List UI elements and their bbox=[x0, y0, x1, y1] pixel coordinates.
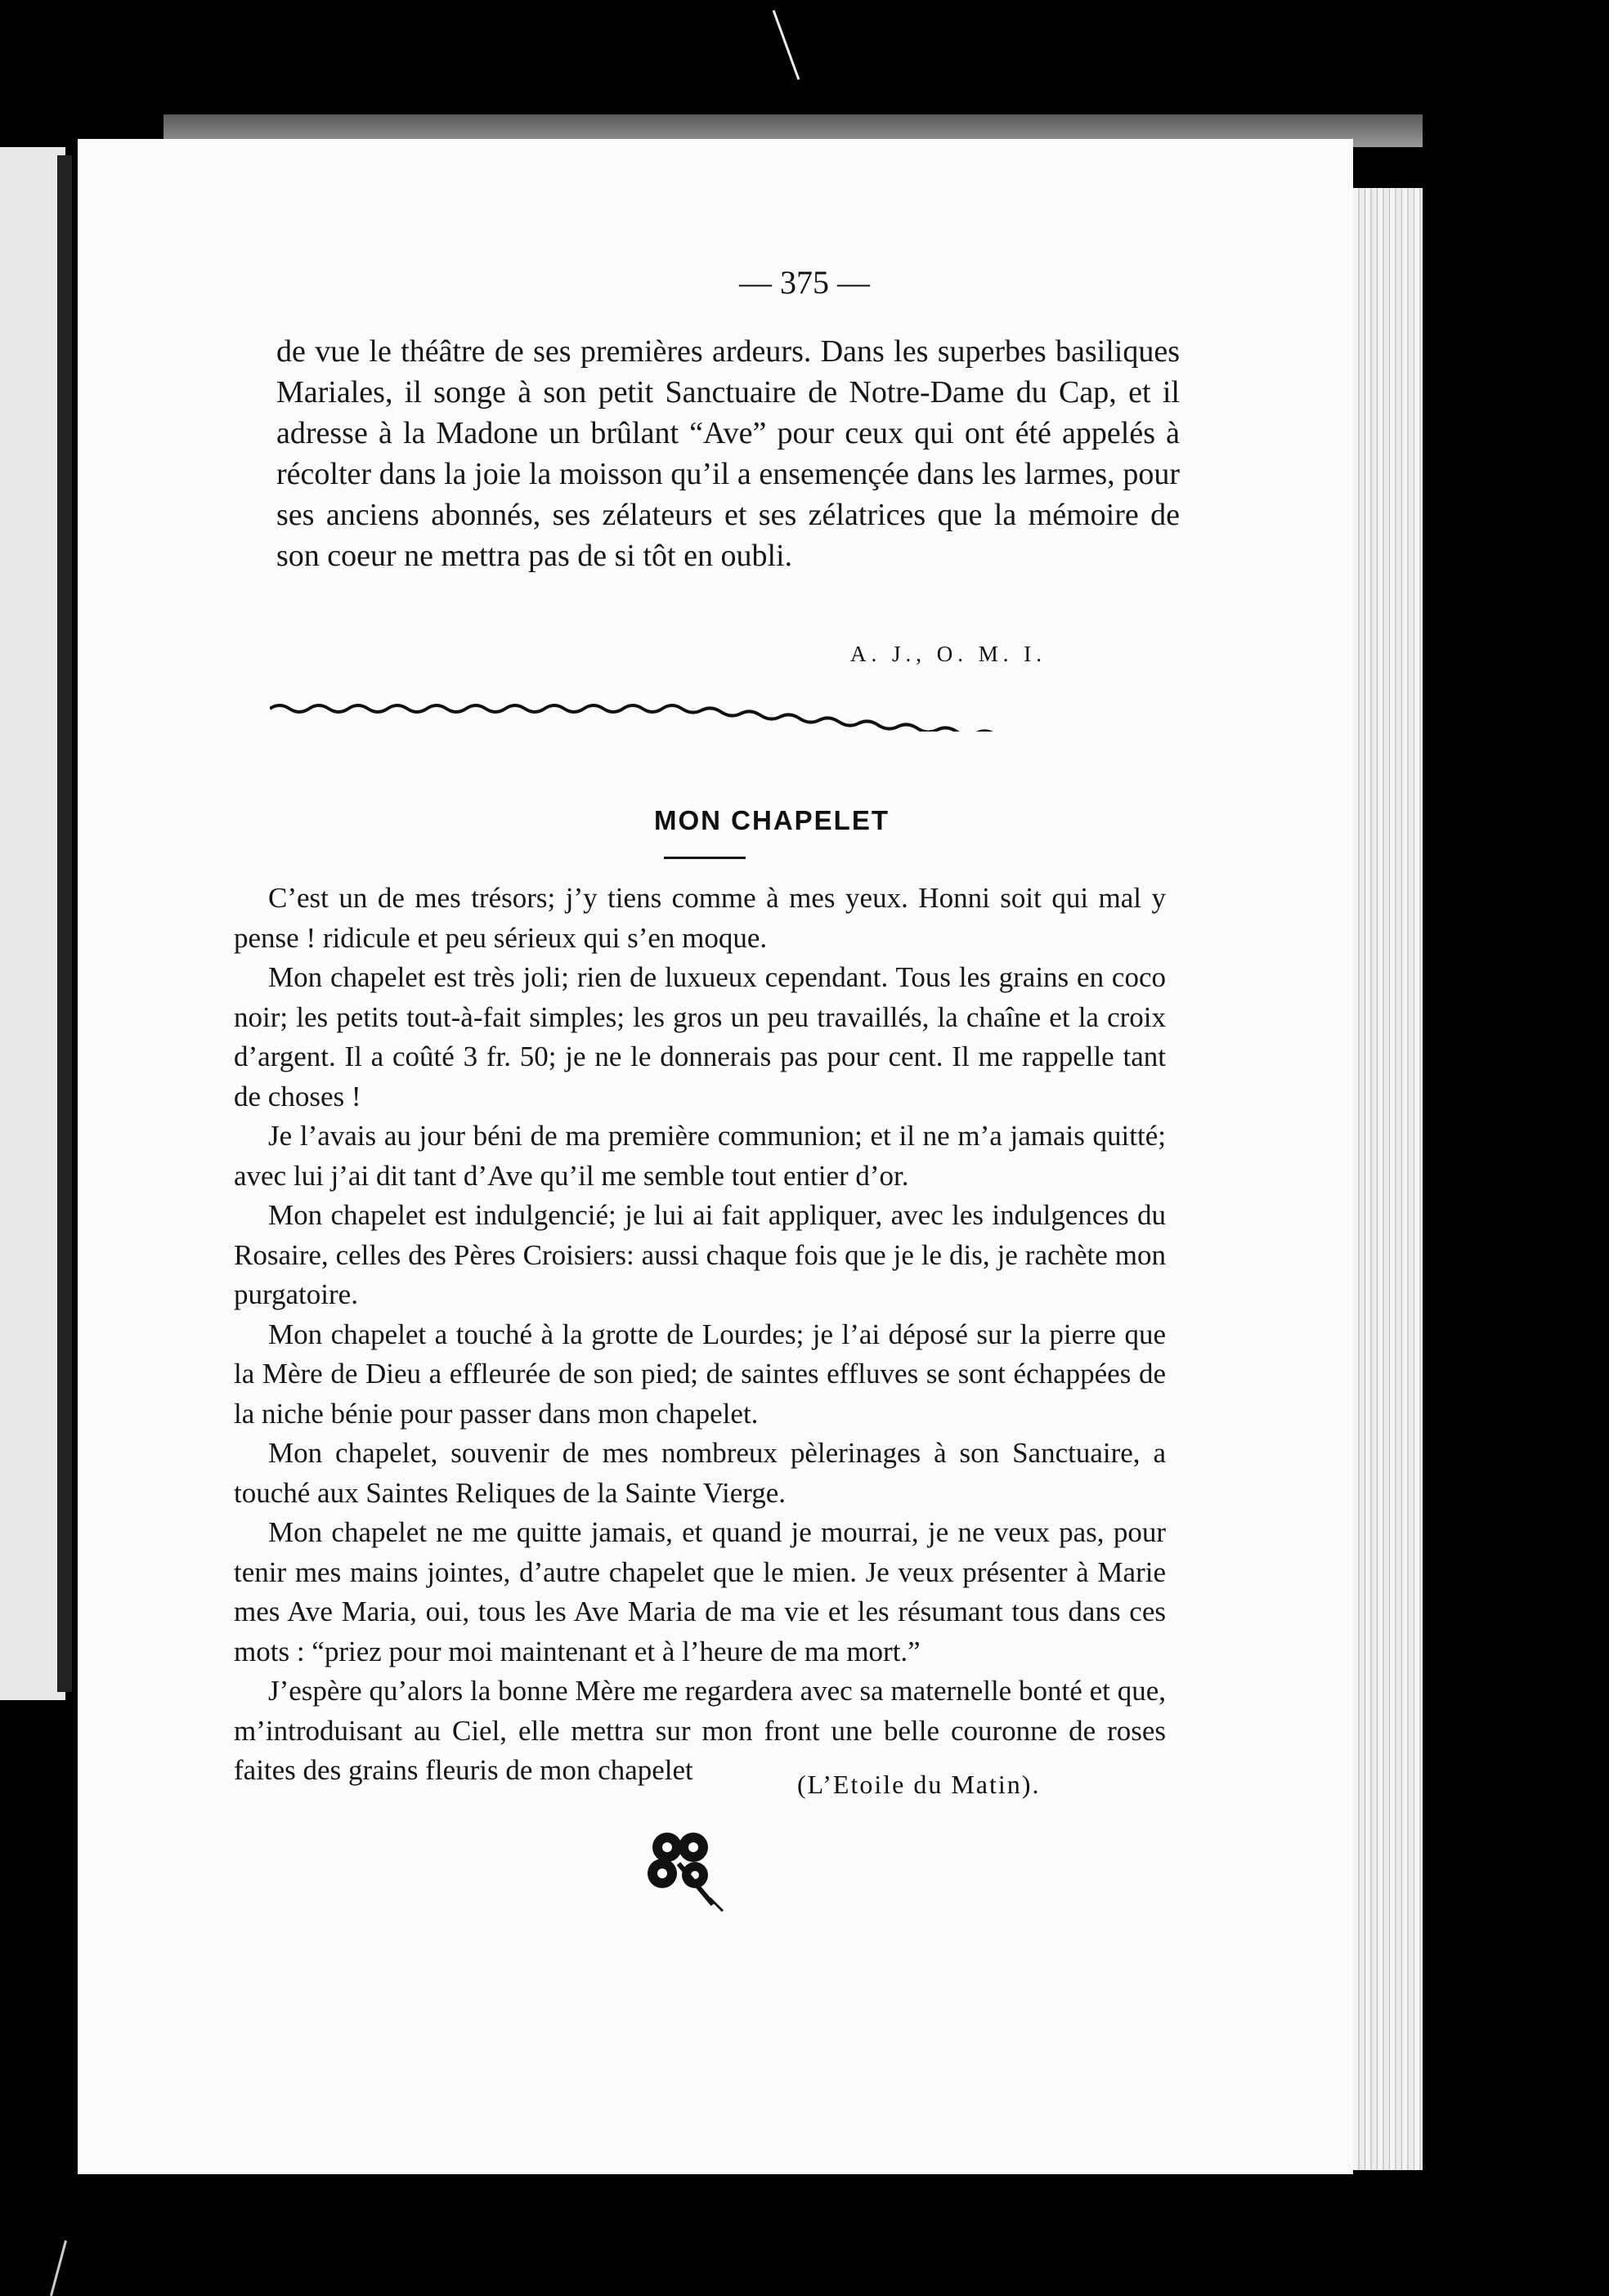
scan-mark bbox=[50, 2240, 67, 2296]
intro-paragraph: de vue le théâtre de ses premières ardeurs. Dans les superbes basiliques Mariales, il songe à son petit Sanctuaire de Notre-Dame du Cap, et il adresse à la Madone un brûlant “Ave” pour ceux qui ont été appelés à récolter dans la joie la moisson qu’il a ensemençée dans les larmes, pour ses anciens abonnés, ses zélateurs et ses zélatrices que la mémoire de son coeur ne mettra pas de si tôt en oubli. bbox=[276, 334, 1180, 573]
wavy-separator bbox=[270, 699, 1169, 732]
paragraph: J’espère qu’alors la bonne Mère me regardera avec sa maternelle bonté et que, m’introduisant au Ciel, elle mettra sur mon front une belle couronne de roses faites des grains fleuris de mon chapelet bbox=[234, 1675, 1166, 1786]
intro-block bbox=[276, 331, 1180, 576]
paragraph: Mon chapelet est très joli; rien de luxueux cependant. Tous les grains en coco noir; les petits tout-à-fait simples; les gros un peu travaillés, la chaîne et la croix d’argent. Il a coûté 3 fr. 50; je ne le donnerais pas pour cent. Il me rappelle tant de choses ! bbox=[234, 961, 1166, 1112]
title-underline bbox=[664, 857, 746, 859]
article-source: (L’Etoile du Matin). bbox=[797, 1770, 1041, 1799]
clover-ornament-icon bbox=[638, 1823, 728, 1921]
scan-mark bbox=[773, 10, 800, 80]
paragraph: C’est un de mes trésors; j’y tiens comme à mes yeux. Honni soit qui mal y pense ! ridicule et peu sérieux qui s’en moque. bbox=[234, 882, 1166, 954]
article-body bbox=[234, 879, 1166, 1791]
paragraph: Mon chapelet, souvenir de mes nombreux pèlerinages à son Sanctuaire, a touché aux Saintes Reliques de la Sainte Vierge. bbox=[234, 1437, 1166, 1509]
paragraph: Mon chapelet est indulgencié; je lui ai fait appliquer, avec les indulgences du Rosaire, celles des Pères Croisiers: aussi chaque fois que je le dis, je rachète mon purgatoire. bbox=[234, 1199, 1166, 1310]
page-number: — 375 — bbox=[739, 264, 870, 301]
paragraph: Mon chapelet a touché à la grotte de Lourdes; je l’ai déposé sur la pierre que la Mère de Dieu a effleurée de son pied; de saintes effluves se sont échappées de la niche bénie pour passer dans mon chapelet. bbox=[234, 1318, 1166, 1430]
signature-initials: A. J., O. M. I. bbox=[850, 642, 1047, 666]
paragraph: Mon chapelet ne me quitte jamais, et quand je mourrai, je ne veux pas, pour tenir mes mains jointes, d’autre chapelet que le mien. Je veux présenter à Marie mes Ave Maria, oui, tous les Ave Maria de ma vie et les résumant tous dans ces mots : “priez pour moi maintenant et à l’heure de ma mort.” bbox=[234, 1516, 1166, 1667]
facing-page bbox=[0, 147, 65, 1700]
article-title: MON CHAPELET bbox=[654, 805, 890, 835]
binding-gutter bbox=[57, 155, 72, 1692]
paragraph: Je l’avais au jour béni de ma première communion; et il ne m’a jamais quitté; avec lui j’ai dit tant d’Ave qu’il me semble tout entier d’or. bbox=[234, 1120, 1166, 1192]
